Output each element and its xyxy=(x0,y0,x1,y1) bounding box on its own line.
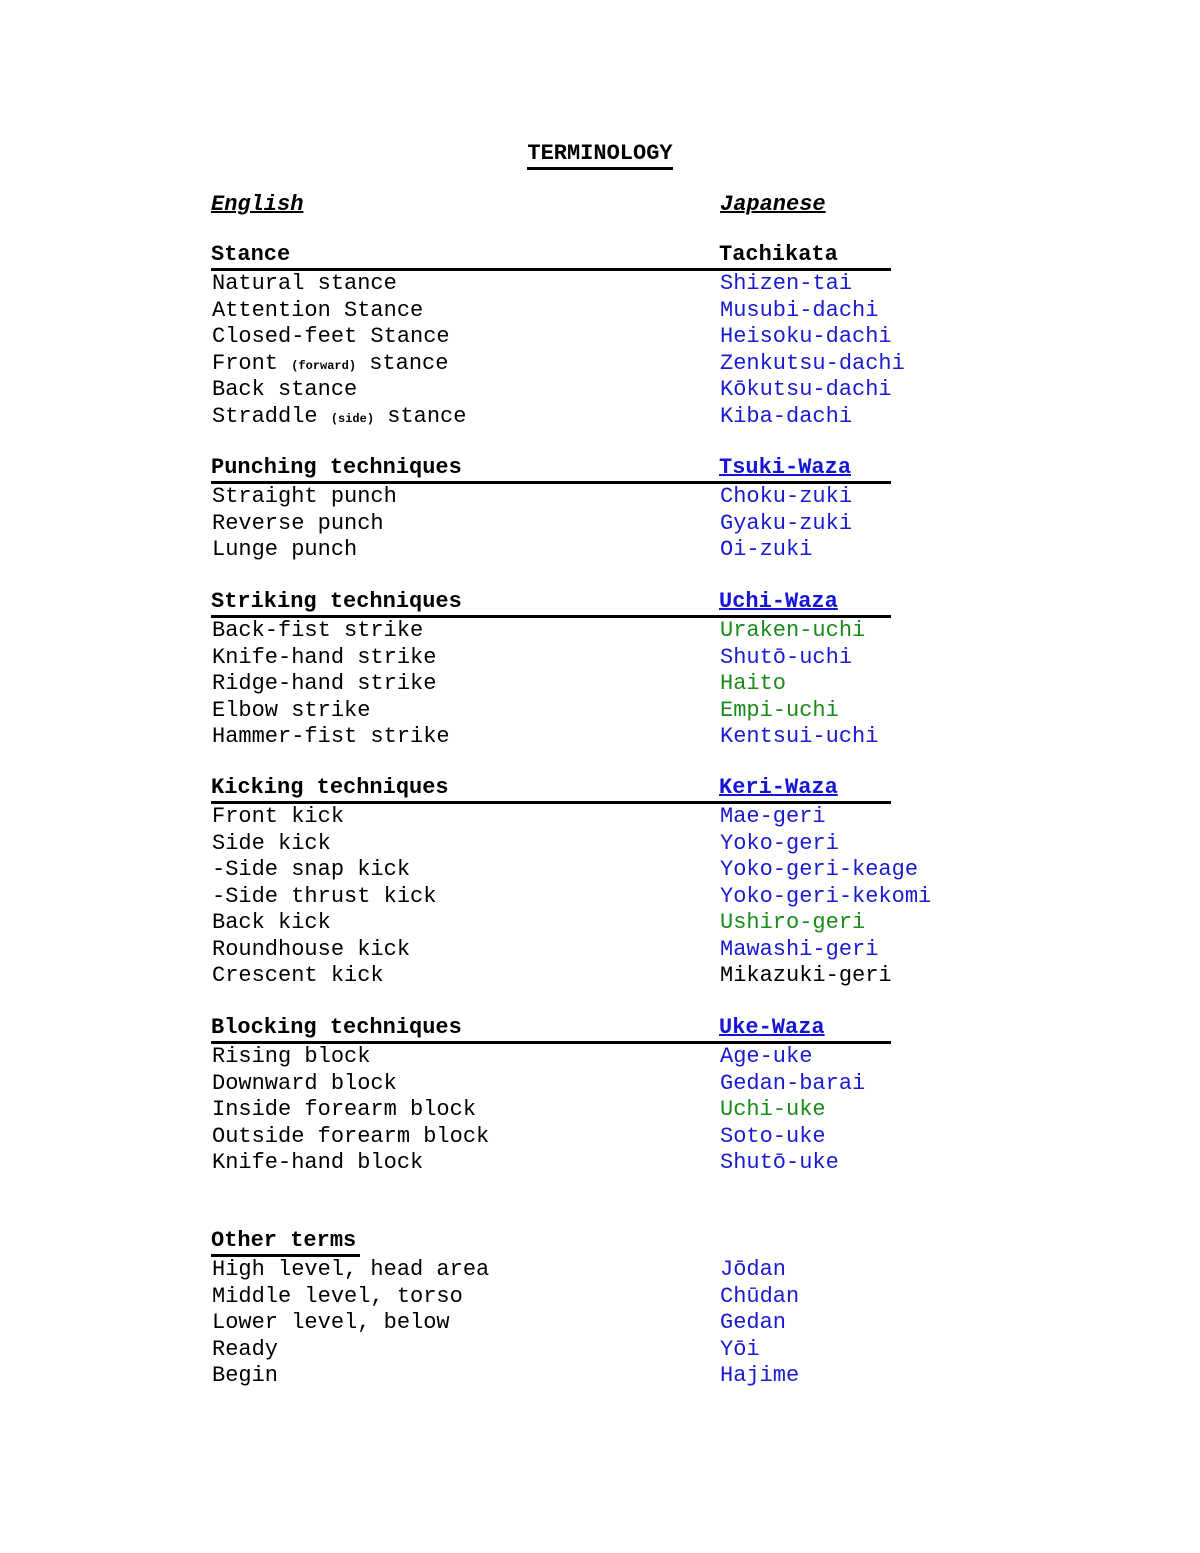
term-english: Elbow strike xyxy=(212,697,371,723)
term-japanese: Hajime xyxy=(720,1363,800,1388)
term-row xyxy=(211,350,905,378)
term-japanese: Shutō-uchi xyxy=(720,644,853,670)
section-title-english: Punching techniques xyxy=(211,455,462,480)
term-japanese: Chūdan xyxy=(720,1283,800,1309)
term-row xyxy=(211,298,891,325)
term-row xyxy=(211,937,891,964)
term-row xyxy=(211,404,891,431)
term-row xyxy=(211,1257,891,1284)
term-japanese: Zenkutsu-dachi xyxy=(720,350,905,376)
term-note: (side) xyxy=(330,411,375,426)
section-header xyxy=(211,1227,891,1254)
japanese-column-header: Japanese xyxy=(720,192,826,217)
term-english: Attention Stance xyxy=(212,297,424,323)
section-kicking xyxy=(211,774,932,990)
section-header xyxy=(211,588,891,618)
term-english: Back stance xyxy=(212,377,358,402)
term-english: Ridge-hand strike xyxy=(212,671,437,696)
section-title-japanese-link[interactable]: Uchi-Waza xyxy=(719,589,838,614)
term-japanese: Mikazuki-geri xyxy=(720,963,892,988)
term-japanese: Shizen-tai xyxy=(720,271,853,296)
term-english: Lunge punch xyxy=(212,537,358,562)
term-row xyxy=(211,618,891,645)
section-other-terms xyxy=(211,1227,891,1390)
term-japanese: Choku-zuki xyxy=(720,484,853,509)
term-japanese: Kentsui-uchi xyxy=(720,724,879,749)
section-striking xyxy=(211,588,891,751)
term-english: Crescent kick xyxy=(212,963,384,988)
term-note: (forward) xyxy=(291,358,357,373)
term-japanese: Soto-uke xyxy=(720,1123,826,1149)
term-japanese: Ushiro-geri xyxy=(720,910,866,935)
term-row xyxy=(211,963,891,990)
term-japanese: Uchi-uke xyxy=(720,1097,826,1122)
term-english: Straight punch xyxy=(212,484,397,509)
term-row xyxy=(211,1150,891,1177)
section-header xyxy=(211,1014,891,1044)
term-row xyxy=(211,271,891,298)
term-english: Knife-hand block xyxy=(212,1150,424,1175)
term-row xyxy=(211,1310,891,1337)
term-english: Closed-feet Stance xyxy=(212,324,450,349)
section-header xyxy=(211,454,891,484)
term-japanese: Musubi-dachi xyxy=(720,297,879,323)
section-title-japanese-link[interactable]: Uke-Waza xyxy=(719,1015,825,1040)
term-japanese: Gyaku-zuki xyxy=(720,510,853,536)
term-english: Back-fist strike xyxy=(212,618,424,643)
page-title: TERMINOLOGY xyxy=(0,141,1200,167)
section-title-japanese: Tachikata xyxy=(719,242,838,267)
term-english: Downward block xyxy=(212,1070,397,1096)
term-row xyxy=(211,1337,891,1364)
term-row xyxy=(211,1284,891,1311)
term-row xyxy=(211,857,919,884)
term-english: Back kick xyxy=(212,910,331,935)
term-english: Outside forearm block xyxy=(212,1123,490,1149)
section-title-english: Striking techniques xyxy=(211,589,462,614)
term-japanese: Oi-zuki xyxy=(720,537,813,562)
term-english: Front (forward) stance xyxy=(212,350,449,376)
section-header xyxy=(211,241,891,271)
term-row xyxy=(211,537,891,564)
term-english: Reverse punch xyxy=(212,510,384,536)
term-row xyxy=(211,645,891,672)
term-row xyxy=(211,831,891,858)
term-japanese: Kōkutsu-dachi xyxy=(720,377,892,402)
section-stance xyxy=(211,241,905,430)
term-row xyxy=(211,484,891,511)
section-title-english: Kicking techniques xyxy=(211,775,449,800)
term-english: Middle level, torso xyxy=(212,1283,463,1309)
english-column-header: English xyxy=(211,192,304,217)
term-japanese: Yoko-geri xyxy=(720,830,839,856)
term-japanese: Empi-uchi xyxy=(720,697,839,723)
term-english: High level, head area xyxy=(212,1257,490,1282)
section-title-english: Stance xyxy=(211,242,291,267)
term-english: Rising block xyxy=(212,1044,371,1069)
term-japanese: Kiba-dachi xyxy=(720,403,853,429)
term-japanese: Jōdan xyxy=(720,1257,787,1282)
term-row xyxy=(211,511,891,538)
term-english: Begin xyxy=(212,1363,279,1388)
term-english: Side kick xyxy=(212,830,331,856)
section-title-english: Blocking techniques xyxy=(211,1015,462,1040)
term-english: Natural stance xyxy=(212,271,397,296)
term-row xyxy=(211,1044,891,1071)
term-english: Inside forearm block xyxy=(212,1097,477,1122)
term-japanese: Heisoku-dachi xyxy=(720,324,892,349)
term-japanese: Shutō-uke xyxy=(720,1150,839,1175)
term-english: Front kick xyxy=(212,804,345,829)
section-title-japanese-link[interactable]: Keri-Waza xyxy=(719,775,838,800)
term-row xyxy=(211,1071,891,1098)
section-title-english: Other terms xyxy=(211,1227,360,1257)
section-blocking xyxy=(211,1014,891,1177)
term-english: Straddle (side) stance xyxy=(212,403,467,429)
term-row xyxy=(211,883,932,911)
term-row xyxy=(211,1363,891,1390)
term-english: Lower level, below xyxy=(212,1310,450,1335)
term-row xyxy=(211,1097,891,1124)
term-japanese: Yoko-geri-keage xyxy=(720,857,919,882)
term-japanese: Gedan xyxy=(720,1310,787,1335)
section-punching xyxy=(211,454,891,564)
term-japanese: Haito xyxy=(720,671,787,696)
section-title-japanese-link[interactable]: Tsuki-Waza xyxy=(719,455,852,480)
term-row xyxy=(211,1124,891,1151)
term-japanese: Gedan-barai xyxy=(720,1070,866,1096)
term-english: Ready xyxy=(212,1336,279,1362)
term-row xyxy=(211,804,891,831)
term-japanese: Mawashi-geri xyxy=(720,936,879,962)
term-english: Hammer-fist strike xyxy=(212,724,450,749)
term-row xyxy=(211,324,891,351)
term-english: Knife-hand strike xyxy=(212,644,437,670)
term-japanese: Yoko-geri-kekomi xyxy=(720,883,932,909)
term-row xyxy=(211,724,891,751)
term-row xyxy=(211,377,891,404)
term-english: -Side snap kick xyxy=(212,857,411,882)
term-row xyxy=(211,910,891,937)
term-japanese: Age-uke xyxy=(720,1044,813,1069)
term-english: -Side thrust kick xyxy=(212,883,437,909)
term-japanese: Uraken-uchi xyxy=(720,618,866,643)
term-japanese: Yōi xyxy=(720,1336,760,1362)
term-english: Roundhouse kick xyxy=(212,936,411,962)
term-row xyxy=(211,698,891,725)
section-header xyxy=(211,774,891,804)
term-japanese: Mae-geri xyxy=(720,804,826,829)
term-row xyxy=(211,671,891,698)
